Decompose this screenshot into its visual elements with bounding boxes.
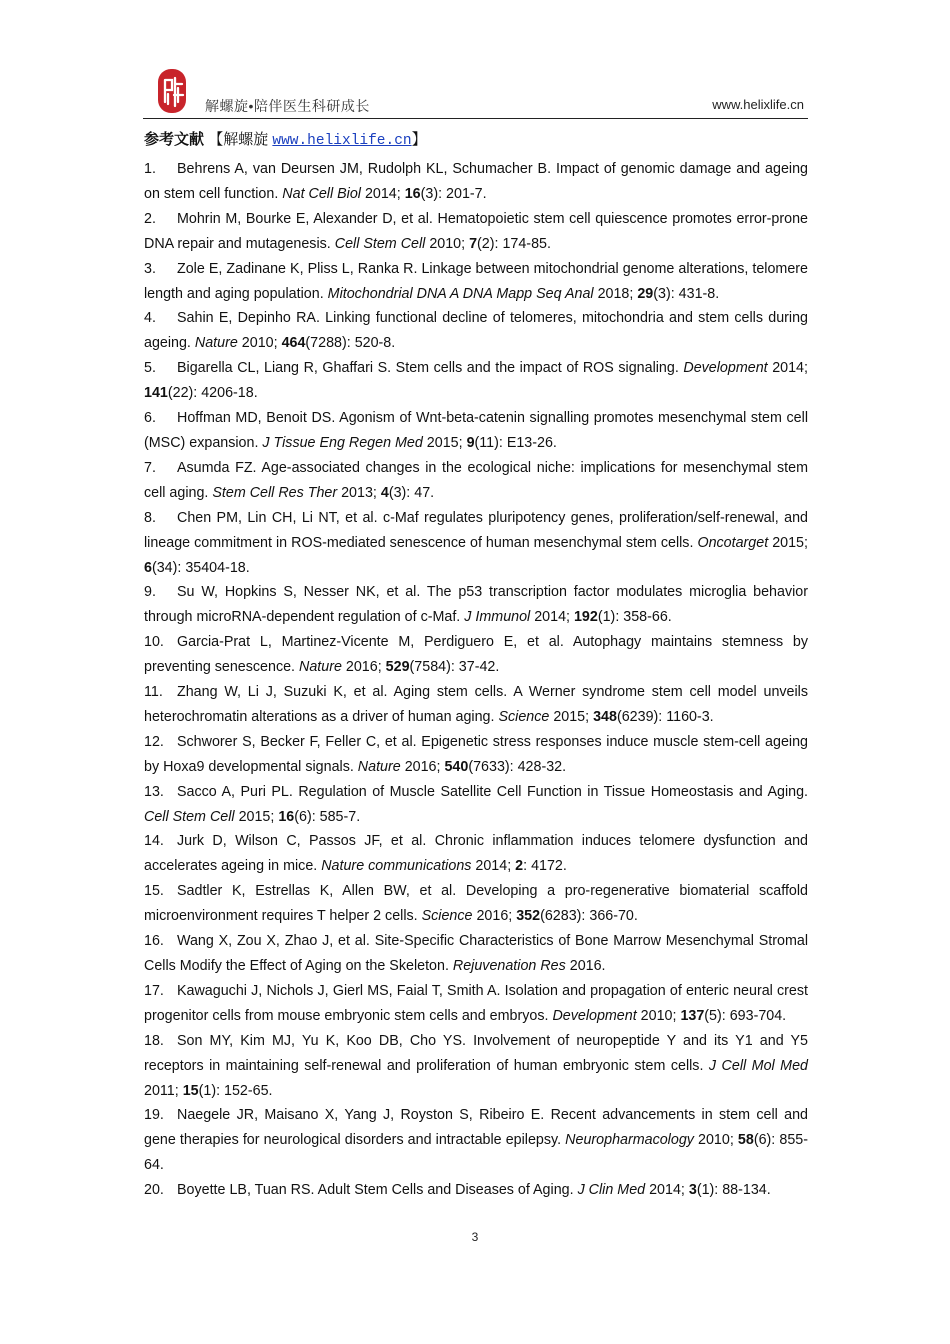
reference-journal: Oncotarget [697, 534, 769, 551]
reference-authors-title: Schworer S, Becker F, Feller C, et al. Epigenetic stress responses induce muscle stem-cell ageing by Hoxa9 developmental signals. [144, 733, 808, 775]
reference-volume: 352 [516, 908, 541, 925]
reference-pages: : 4172. [523, 858, 567, 875]
reference-number: 18. [144, 1032, 164, 1049]
reference-authors-title: Hoffman MD, Benoit DS. Agonism of Wnt-beta-catenin signalling promotes mesenchymal stem cell (MSC) expansion. [144, 410, 808, 451]
reference-authors-title: Zhang W, Li J, Suzuki K, et al. Aging stem cells. A Werner syndrome stem cell model unveils heterochromatin alterations as a driver of human aging. [144, 684, 808, 725]
reference-number: 6. [144, 410, 156, 427]
reference-volume: 540 [444, 758, 469, 775]
reference-item [144, 306, 808, 356]
reference-item [144, 929, 808, 979]
reference-year: 2014; [364, 185, 401, 202]
reference-item [144, 879, 808, 929]
reference-pages: (6): 855-64. [144, 1132, 808, 1174]
reference-year: 2015; [426, 434, 463, 451]
heading-url-link[interactable]: www.helixlife.cn [272, 133, 412, 149]
reference-item [144, 580, 808, 630]
reference-item [144, 356, 808, 406]
reference-pages: (3): 47. [388, 484, 435, 501]
reference-item [144, 780, 808, 830]
reference-volume: 464 [281, 335, 306, 352]
reference-number: 12. [144, 733, 164, 750]
reference-volume: 7 [469, 235, 478, 252]
heading-bracket-close: 】 [411, 130, 427, 148]
reference-volume: 4 [380, 484, 389, 501]
reference-journal: Development [683, 360, 768, 377]
reference-pages: (3): 201-7. [420, 185, 487, 202]
reference-journal: Rejuvenation Res [452, 958, 566, 974]
reference-item [144, 157, 808, 207]
reference-pages: (2): 174-85. [477, 235, 551, 252]
reference-volume: 16 [404, 185, 421, 202]
reference-journal: Cell Stem Cell [334, 235, 426, 252]
reference-pages: (1): 358-66. [597, 609, 672, 626]
reference-authors-title: Sahin E, Depinho RA. Linking functional decline of telomeres, mitochondria and stem cells during ageing. [144, 310, 808, 352]
reference-journal: Development [552, 1007, 637, 1024]
reference-volume: 2 [515, 858, 524, 875]
reference-authors-title: Garcia-Prat L, Martinez-Vicente M, Perdiguero E, et al. Autophagy maintains stemness by preventing senescence. [144, 634, 808, 676]
heading-bracket-open: 【解螺旋 [208, 130, 269, 148]
reference-journal: Nature communications [321, 858, 472, 875]
reference-authors-title: Su W, Hopkins S, Nesser NK, et al. The p53 transcription factor modulates microglia behavior through microRNA-dependent regulation of c-Maf. [144, 584, 808, 626]
references-title: 参考文献 [144, 130, 205, 148]
reference-pages: (6): 585-7. [294, 808, 361, 825]
reference-journal: Nature [299, 659, 342, 676]
reference-pages: (1): 152-65. [198, 1082, 273, 1099]
reference-pages: (34): 35404-18. [151, 559, 250, 576]
reference-year: 2011; [144, 1082, 179, 1099]
reference-journal: Nature [194, 335, 238, 352]
reference-volume: 3 [688, 1182, 697, 1199]
reference-item [144, 680, 808, 730]
reference-volume: 348 [593, 708, 617, 725]
reference-journal: J Clin Med [577, 1182, 646, 1199]
reference-year: 2010; [640, 1007, 677, 1024]
reference-item [144, 730, 808, 780]
references-heading [144, 128, 427, 149]
reference-authors-title: Sacco A, Puri PL. Regulation of Muscle Satellite Cell Function in Tissue Homeostasis and Aging. [177, 783, 808, 800]
reference-number: 17. [144, 982, 164, 999]
reference-authors-title: Sadtler K, Estrellas K, Allen BW, et al. Developing a pro-regenerative biomaterial scaffold microenvironment requires T helper 2 cells. [144, 883, 808, 925]
reference-pages: (7288): 520-8. [305, 335, 396, 352]
reference-item [144, 1103, 808, 1178]
reference-pages: (1): 88-134. [696, 1182, 771, 1199]
reference-authors-title: Bigarella CL, Liang R, Ghaffari S. Stem cells and the impact of ROS signaling. [177, 360, 679, 377]
reference-journal: J Cell Mol Med [708, 1057, 808, 1074]
reference-pages: (7584): 37-42. [409, 659, 500, 676]
reference-authors-title: Jurk D, Wilson C, Passos JF, et al. Chronic inflammation induces telomere dysfunction and accelerates ageing in mice. [144, 833, 808, 875]
reference-volume: 16 [278, 808, 295, 825]
reference-journal: Science [498, 708, 550, 725]
reference-volume: 141 [144, 385, 168, 402]
reference-journal: Science [421, 908, 473, 925]
reference-journal: Nature [357, 758, 401, 775]
reference-year: 2014; [475, 858, 512, 875]
reference-item [144, 506, 808, 581]
header-website-link[interactable]: www.helixlife.cn [712, 97, 804, 112]
reference-number: 10. [144, 634, 164, 651]
reference-year: 2014; [772, 360, 808, 377]
page-number: 3 [471, 1230, 479, 1244]
reference-pages: (6239): 1160-3. [616, 708, 714, 725]
reference-year: 2015; [772, 534, 808, 551]
reference-item [144, 406, 808, 456]
reference-journal: Stem Cell Res Ther [212, 484, 338, 501]
reference-number: 3. [144, 260, 156, 277]
reference-year: 2016. [569, 958, 606, 974]
reference-number: 11. [144, 684, 163, 701]
header-tagline: 解螺旋•陪伴医生科研成长 [205, 98, 370, 114]
reference-authors-title: Boyette LB, Tuan RS. Adult Stem Cells and Diseases of Aging. [177, 1182, 574, 1199]
reference-volume: 58 [737, 1132, 754, 1149]
reference-authors-title: Zole E, Zadinane K, Pliss L, Ranka R. Linkage between mitochondrial genome alterations, telomere length and aging population. [144, 260, 808, 302]
reference-number: 4. [144, 310, 156, 327]
reference-number: 8. [144, 509, 156, 526]
reference-item [144, 1029, 808, 1104]
reference-volume: 6 [144, 559, 152, 576]
reference-volume: 529 [385, 659, 410, 676]
reference-number: 19. [144, 1107, 164, 1124]
reference-volume: 9 [466, 434, 475, 451]
reference-journal: Neuropharmacology [565, 1132, 694, 1149]
reference-number: 20. [144, 1182, 164, 1199]
reference-year: 2016; [476, 908, 513, 925]
reference-number: 16. [144, 933, 164, 950]
reference-year: 2015; [553, 708, 590, 725]
reference-item [144, 257, 808, 307]
reference-authors-title: Mohrin M, Bourke E, Alexander D, et al. Hematopoietic stem cell quiescence promotes error-prone DNA repair and mutagenesis. [144, 210, 808, 252]
reference-pages: (11): E13-26. [474, 434, 557, 451]
reference-authors-title: Asumda FZ. Age-associated changes in the ecological niche: implications for mesenchymal stem cell aging. [144, 459, 808, 501]
reference-journal: Mitochondrial DNA A DNA Mapp Seq Anal [327, 285, 594, 302]
reference-authors-title: Wang X, Zou X, Zhao J, et al. Site-Specific Characteristics of Bone Marrow Mesenchymal Stromal Cells Modify the Effect of Aging on the Skeleton. [144, 933, 808, 974]
reference-number: 9. [144, 584, 156, 601]
reference-pages: (3): 431-8. [653, 285, 720, 302]
reference-journal: J Tissue Eng Regen Med [262, 434, 423, 451]
reference-year: 2014; [534, 609, 570, 626]
reference-volume: 29 [637, 285, 654, 302]
reference-pages: (7633): 428-32. [468, 758, 567, 775]
reference-item [144, 829, 808, 879]
reference-volume: 137 [680, 1007, 705, 1024]
reference-year: 2013; [341, 484, 377, 501]
reference-volume: 192 [573, 609, 598, 626]
reference-authors-title: Kawaguchi J, Nichols J, Gierl MS, Faial T, Smith A. Isolation and propagation of enteric neural crest progenitor cells from mouse embryonic stem cells and embryos. [144, 982, 808, 1024]
reference-item [144, 1178, 808, 1203]
reference-list [144, 157, 808, 1203]
reference-authors-title: Son MY, Kim MJ, Yu K, Koo DB, Cho YS. Involvement of neuropeptide Y and its Y1 and Y5 receptors in maintaining self-renewal and proliferation of human embryonic stem cells. [144, 1032, 808, 1074]
reference-pages: (5): 693-704. [704, 1007, 787, 1024]
reference-volume: 15 [182, 1082, 199, 1099]
reference-authors-title: Behrens A, van Deursen JM, Rudolph KL, Schumacher B. Impact of genomic damage and ageing on stem cell function. [144, 161, 808, 202]
reference-item [144, 630, 808, 680]
reference-pages: (6283): 366-70. [540, 908, 638, 925]
reference-journal: J Immunol [464, 609, 531, 626]
reference-item [144, 979, 808, 1029]
reference-year: 2010; [241, 335, 278, 352]
reference-authors-title: Chen PM, Lin CH, Li NT, et al. c-Maf regulates pluripotency genes, proliferation/self-renewal, and lineage commitment in ROS-mediated senescence of human mesenchymal stem cells. [144, 509, 808, 551]
reference-item [144, 456, 808, 506]
reference-number: 14. [144, 833, 164, 850]
reference-year: 2016; [345, 659, 382, 676]
reference-number: 7. [144, 459, 156, 476]
reference-year: 2010; [429, 235, 466, 252]
page-header [143, 62, 808, 119]
reference-number: 2. [144, 210, 156, 227]
reference-number: 13. [144, 783, 164, 800]
reference-journal: Cell Stem Cell [144, 808, 235, 825]
reference-number: 15. [144, 883, 164, 900]
reference-pages: (22): 4206-18. [167, 385, 258, 402]
helix-seal-logo-icon [157, 68, 187, 114]
reference-year: 2018; [597, 285, 634, 302]
reference-year: 2015; [238, 808, 275, 825]
reference-number: 1. [144, 161, 156, 177]
reference-year: 2014; [649, 1182, 685, 1199]
reference-year: 2016; [404, 758, 441, 775]
reference-journal: Nat Cell Biol [282, 185, 361, 202]
reference-item [144, 207, 808, 257]
reference-number: 5. [144, 360, 156, 377]
reference-year: 2010; [698, 1132, 734, 1149]
reference-authors-title: Naegele JR, Maisano X, Yang J, Royston S, Ribeiro E. Recent advancements in stem cell and gene therapies for neurological disorders and intractable epilepsy. [144, 1107, 808, 1149]
